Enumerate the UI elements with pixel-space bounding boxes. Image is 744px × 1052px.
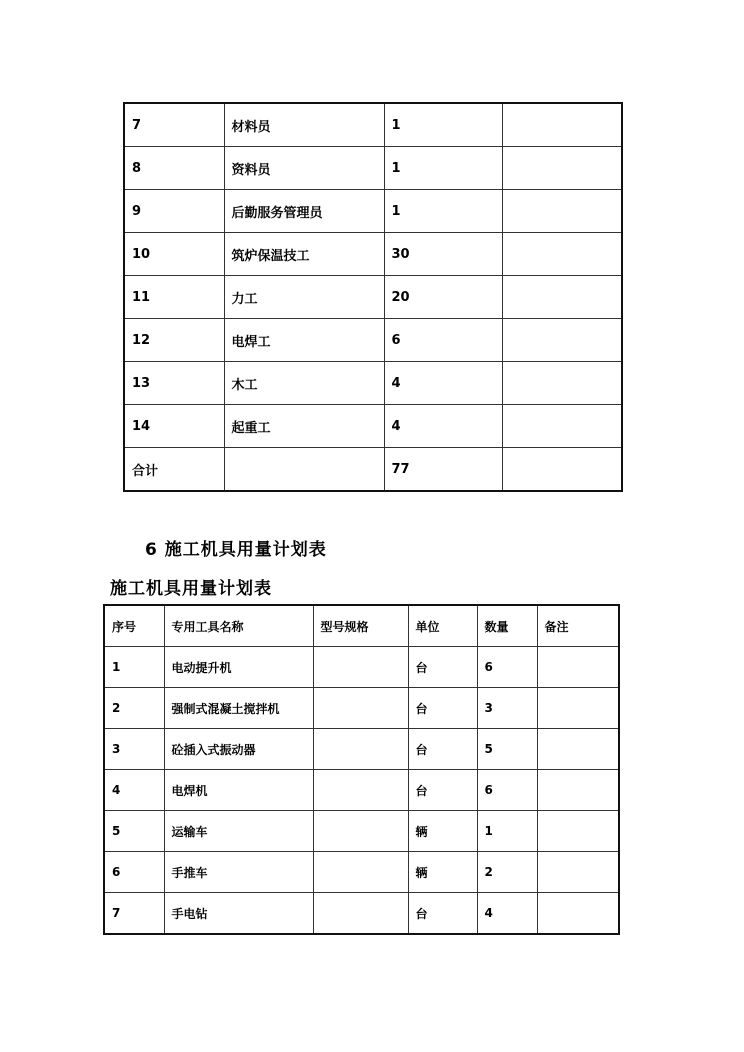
table-cell: 8 [124,147,224,190]
table-row [124,362,622,405]
table-row [124,103,622,147]
table-cell: 砼插入式振动器 [164,729,313,770]
equipment-table [103,604,620,935]
header-cell: 型号规格 [313,605,408,647]
table-cell [313,729,408,770]
table-cell: 5 [104,811,164,852]
table-cell: 手推车 [164,852,313,893]
table-cell: 7 [104,893,164,935]
table-cell: 6 [104,852,164,893]
header-cell: 备注 [537,605,619,647]
table-row [104,893,619,935]
table-cell: 强制式混凝土搅拌机 [164,688,313,729]
table-cell: 6 [384,319,502,362]
table-cell [502,319,622,362]
table-cell: 台 [408,729,477,770]
staff-table [123,102,623,492]
table-cell [537,647,619,688]
table-cell: 7 [124,103,224,147]
table-cell [224,448,384,492]
table-cell: 3 [477,688,537,729]
table-cell [502,103,622,147]
table-row [124,405,622,448]
table-cell [313,688,408,729]
table-cell: 1 [104,647,164,688]
table-cell: 77 [384,448,502,492]
table-cell [502,233,622,276]
table-cell: 材料员 [224,103,384,147]
table-cell: 电动提升机 [164,647,313,688]
table-cell: 起重工 [224,405,384,448]
table-cell: 木工 [224,362,384,405]
table-cell: 合计 [124,448,224,492]
table-cell: 4 [477,893,537,935]
table-cell: 14 [124,405,224,448]
table-cell: 台 [408,770,477,811]
table-cell: 11 [124,276,224,319]
table-cell: 6 [477,770,537,811]
table-cell: 1 [384,190,502,233]
table-row [124,190,622,233]
table-cell [313,770,408,811]
table-cell [313,893,408,935]
table-cell [313,852,408,893]
table-cell: 资料员 [224,147,384,190]
table-cell [537,770,619,811]
table-cell: 6 [477,647,537,688]
table-row [124,448,622,492]
table-cell: 13 [124,362,224,405]
table-cell: 2 [104,688,164,729]
table-cell: 力工 [224,276,384,319]
header-cell: 数量 [477,605,537,647]
table-row [104,811,619,852]
table-cell: 2 [477,852,537,893]
table-cell: 4 [384,405,502,448]
table-cell: 台 [408,688,477,729]
table-cell [313,811,408,852]
table-cell: 台 [408,647,477,688]
table-cell [537,688,619,729]
table-cell: 10 [124,233,224,276]
table-cell: 12 [124,319,224,362]
table-cell [502,147,622,190]
header-cell: 单位 [408,605,477,647]
table-cell: 1 [384,147,502,190]
table-cell: 台 [408,893,477,935]
table-cell: 30 [384,233,502,276]
table-cell: 1 [384,103,502,147]
table-row [104,647,619,688]
table-cell: 后勤服务管理员 [224,190,384,233]
table-cell: 5 [477,729,537,770]
table-title: 施工机具用量计划表 [110,579,272,599]
table-cell [313,647,408,688]
table-cell: 电焊机 [164,770,313,811]
table-cell [502,362,622,405]
table-cell: 1 [477,811,537,852]
table-row [104,770,619,811]
table-cell [502,448,622,492]
table-cell [537,811,619,852]
table-row [124,319,622,362]
table-cell [502,405,622,448]
table-cell [537,893,619,935]
table-row [104,729,619,770]
table-row [124,233,622,276]
table-cell: 4 [384,362,502,405]
table-row [124,276,622,319]
table-row [104,852,619,893]
section-heading: 6 施工机具用量计划表 [145,540,327,560]
table-cell [502,190,622,233]
table-cell: 手电钻 [164,893,313,935]
header-cell: 序号 [104,605,164,647]
table-cell: 9 [124,190,224,233]
table-cell: 辆 [408,811,477,852]
table-cell: 辆 [408,852,477,893]
table-cell: 筑炉保温技工 [224,233,384,276]
table-cell: 运输车 [164,811,313,852]
table-cell: 3 [104,729,164,770]
table-cell: 4 [104,770,164,811]
table-cell: 20 [384,276,502,319]
table-cell [537,852,619,893]
table-cell: 电焊工 [224,319,384,362]
header-row [104,605,619,647]
table-cell [537,729,619,770]
table-cell [502,276,622,319]
table-row [124,147,622,190]
header-cell: 专用工具名称 [164,605,313,647]
table-row [104,688,619,729]
